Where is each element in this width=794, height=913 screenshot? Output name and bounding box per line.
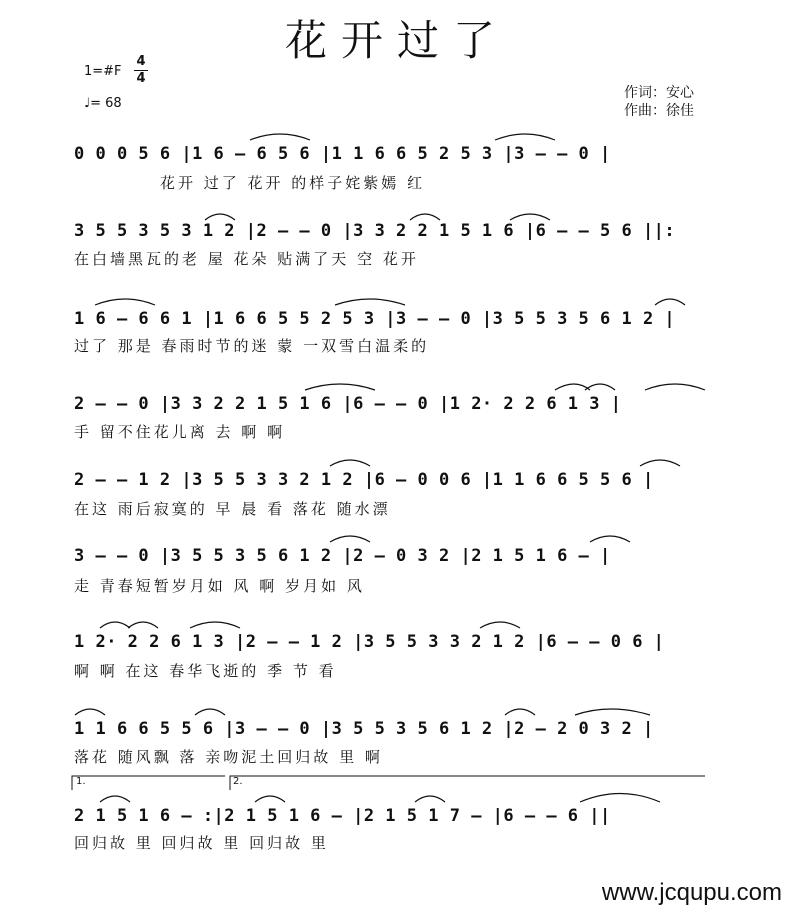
notation-line-7: 1 2· 2 2 6 1 3 |2 – – 1 2 |3 5 5 3 3 2 1 2 |6 – – 0 6 | xyxy=(74,632,665,652)
lyrics-line-7: 啊 啊 在这 春华飞逝的 季 节 看 xyxy=(74,662,337,680)
notation-line-3: 1 6 – 6 6 1 |1 6 6 5 5 2 5 3 |3 – – 0 |3 5 5 3 5 6 1 2 | xyxy=(74,309,676,329)
lyricist: 作词：安心 xyxy=(624,85,694,101)
notation-line-5: 2 – – 1 2 |3 5 5 3 3 2 1 2 |6 – 0 0 6 |1 1 6 6 5 5 6 | xyxy=(74,470,654,490)
notation-line-2: 3 5 5 3 5 3 1 2 |2 – – 0 |3 3 2 2 1 5 1 6 |6 – – 5 6 ||: xyxy=(74,221,676,241)
lyrics-line-4: 手 留不住花儿离 去 啊 啊 xyxy=(74,423,286,441)
lyrics-line-5: 在这 雨后寂寞的 早 晨 看 落花 随水漂 xyxy=(74,500,391,518)
quarter-note-icon: ♩ xyxy=(84,96,91,111)
notation-line-1: 0 0 0 5 6 |1 6 – 6 5 6 |1 1 6 6 5 2 5 3 |3 – – 0 | xyxy=(74,144,611,164)
volta-2-label: 2. xyxy=(233,776,243,787)
time-signature-top: 4 xyxy=(136,54,146,69)
time-signature-bottom: 4 xyxy=(136,71,146,86)
notation-line-4: 2 – – 0 |3 3 2 2 1 5 1 6 |6 – – 0 |1 2· 2 2 6 1 3 | xyxy=(74,394,622,414)
notation-line-8: 1 1 6 6 5 5 6 |3 – – 0 |3 5 5 3 5 6 1 2 |2 – 2 0 3 2 | xyxy=(74,719,654,739)
slur-marks xyxy=(75,134,705,802)
watermark: www.jcqupu.com xyxy=(601,879,782,906)
composer: 作曲：徐佳 xyxy=(624,103,694,119)
lyrics-line-3: 过了 那是 春雨时节的迷 蒙 一双雪白温柔的 xyxy=(74,337,430,355)
volta-brackets xyxy=(72,776,705,790)
key-signature: 1=#F xyxy=(84,64,122,79)
lyrics-line-6: 走 青春短暂岁月如 风 啊 岁月如 风 xyxy=(74,577,365,595)
notation-line-6: 3 – – 0 |3 5 5 3 5 6 1 2 |2 – 0 3 2 |2 1 5 1 6 – | xyxy=(74,546,611,566)
lyrics-line-9: 回归故 里 回归故 里 回归故 里 xyxy=(74,834,329,852)
lyrics-line-1: 花开 过了 花开 的样子姹紫嫣 红 xyxy=(160,174,426,192)
tempo-value: = 68 xyxy=(90,96,122,111)
volta-1-label: 1. xyxy=(76,776,86,787)
lyrics-line-2: 在白墙黑瓦的老 屋 花朵 贴满了天 空 花开 xyxy=(74,250,419,268)
song-title: 花开过了 xyxy=(284,16,509,65)
notation-line-9: 2 1 5 1 6 – :|2 1 5 1 6 – |2 1 5 1 7 – |6 – – 6 || xyxy=(74,806,611,826)
lyrics-line-8: 落花 随风飘 落 亲吻泥土回归故 里 啊 xyxy=(74,748,383,766)
